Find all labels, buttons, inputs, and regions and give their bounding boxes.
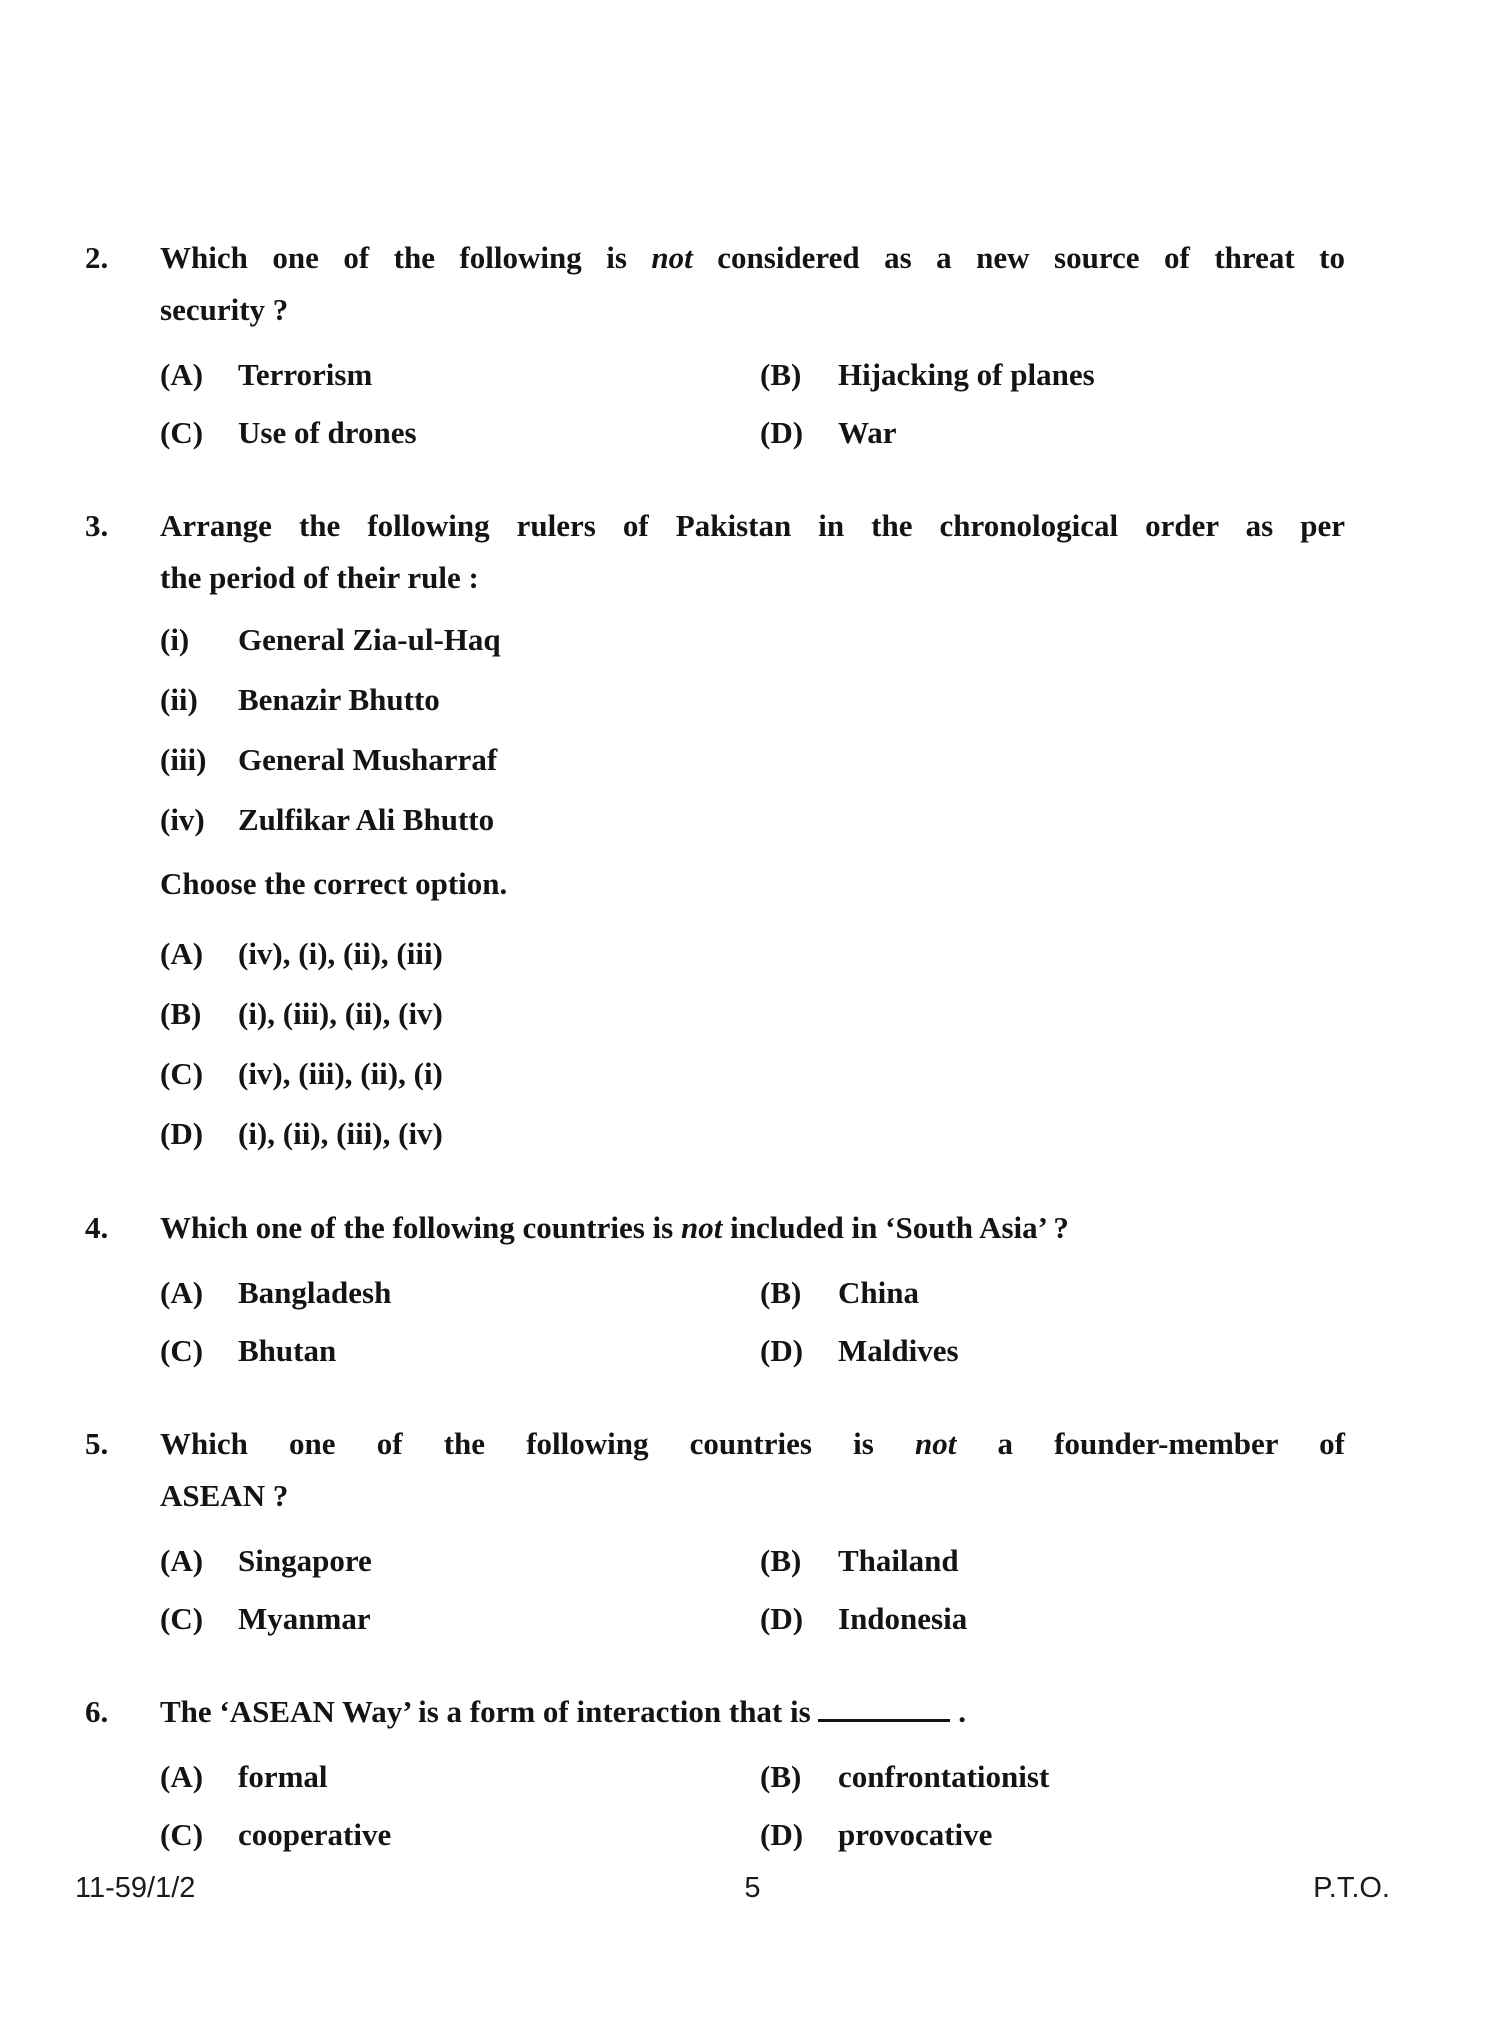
stem-text: a founder-member of xyxy=(956,1426,1345,1461)
option-label: (A) xyxy=(160,1759,204,1794)
question-6 xyxy=(85,1686,1345,1864)
stem-text: . xyxy=(950,1694,966,1729)
option-label: (B) xyxy=(760,1543,802,1578)
list-item xyxy=(160,730,1345,790)
question-number: 3. xyxy=(85,508,109,543)
option-text: cooperative xyxy=(238,1817,392,1852)
option-text: War xyxy=(838,415,897,450)
option-c xyxy=(160,1590,760,1648)
question-5 xyxy=(85,1418,1345,1648)
option-text: Use of drones xyxy=(238,415,417,450)
item-label: (i) xyxy=(160,622,190,657)
option-text: formal xyxy=(238,1759,328,1794)
option-c xyxy=(160,1044,1345,1104)
option-label: (A) xyxy=(160,1275,204,1310)
option-text: provocative xyxy=(838,1817,993,1852)
option-label: (D) xyxy=(160,1116,204,1151)
option-d xyxy=(760,1322,1345,1380)
option-c xyxy=(160,1322,760,1380)
question-stem xyxy=(160,1418,1345,1522)
page-footer xyxy=(0,1872,1505,1916)
option-a xyxy=(160,1264,760,1322)
stem-text: The ‘ASEAN Way’ is a form of interaction that is xyxy=(160,1694,819,1729)
option-a xyxy=(160,1532,760,1590)
option-text: Terrorism xyxy=(238,357,373,392)
stem-text: security ? xyxy=(160,292,289,327)
option-b xyxy=(160,984,1345,1044)
question-stem xyxy=(160,500,1345,604)
option-label: (D) xyxy=(760,1333,804,1368)
emphasis-text: not xyxy=(914,1426,957,1461)
stem-line xyxy=(160,1202,1345,1254)
option-text: (i), (ii), (iii), (iv) xyxy=(238,1116,443,1151)
item-label: (ii) xyxy=(160,682,198,717)
question-head xyxy=(85,1686,1345,1738)
stem-line xyxy=(160,232,1345,284)
question-2 xyxy=(85,232,1345,462)
item-label: (iii) xyxy=(160,742,207,777)
question-stem xyxy=(160,232,1345,336)
option-a xyxy=(160,924,1345,984)
page-number: 5 xyxy=(744,1872,761,1904)
stem-line xyxy=(160,284,1345,336)
question-3 xyxy=(85,500,1345,1164)
option-d xyxy=(760,1806,1345,1864)
option-label: (C) xyxy=(160,415,204,450)
sub-item-list xyxy=(160,610,1345,850)
stem-text: Arrange the following rulers of Pakistan in the chronological order as per xyxy=(160,508,1345,543)
fill-in-blank xyxy=(818,1688,950,1722)
emphasis-text: not xyxy=(680,1210,723,1245)
option-d xyxy=(760,404,1345,462)
question-head xyxy=(85,1418,1345,1522)
stem-line xyxy=(160,552,1345,604)
option-label: (B) xyxy=(160,996,202,1031)
option-text: China xyxy=(838,1275,919,1310)
option-c xyxy=(160,1806,760,1864)
option-text: Maldives xyxy=(838,1333,959,1368)
option-label: (A) xyxy=(160,936,204,971)
option-d xyxy=(160,1104,1345,1164)
option-text: Bhutan xyxy=(238,1333,337,1368)
paper-code: 11-59/1/2 xyxy=(75,1872,196,1904)
option-label: (A) xyxy=(160,357,204,392)
stem-line xyxy=(160,1418,1345,1470)
option-a xyxy=(160,346,760,404)
stem-text: the period of their rule : xyxy=(160,560,479,595)
list-item xyxy=(160,790,1345,850)
item-text: General Zia-ul-Haq xyxy=(238,622,501,657)
question-head xyxy=(85,500,1345,604)
option-a xyxy=(160,1748,760,1806)
option-label: (B) xyxy=(760,1759,802,1794)
option-c xyxy=(160,404,760,462)
option-text: Myanmar xyxy=(238,1601,371,1636)
question-stem xyxy=(160,1686,1345,1738)
instruction-note: Choose the correct option. xyxy=(160,866,508,901)
option-label: (A) xyxy=(160,1543,204,1578)
option-text: Singapore xyxy=(238,1543,372,1578)
item-text: General Musharraf xyxy=(238,742,498,777)
options-grid xyxy=(160,1532,1345,1648)
stem-text: Which one of the following countries is xyxy=(160,1210,681,1245)
stem-line xyxy=(160,1686,1345,1738)
option-label: (C) xyxy=(160,1333,204,1368)
option-label: (B) xyxy=(760,357,802,392)
question-number: 2. xyxy=(85,240,109,275)
list-item xyxy=(160,610,1345,670)
stem-text: Which one of the following is xyxy=(160,240,652,275)
list-item xyxy=(160,670,1345,730)
item-label: (iv) xyxy=(160,802,205,837)
option-text: Bangladesh xyxy=(238,1275,392,1310)
stem-line xyxy=(160,500,1345,552)
question-number: 5. xyxy=(85,1426,109,1461)
option-text: Indonesia xyxy=(838,1601,968,1636)
emphasis-text: not xyxy=(651,240,693,275)
option-label: (C) xyxy=(160,1817,204,1852)
stem-text: Which one of the following countries is xyxy=(160,1426,915,1461)
question-4 xyxy=(85,1202,1345,1380)
option-label: (D) xyxy=(760,415,804,450)
options-grid xyxy=(160,924,1345,1164)
option-label: (D) xyxy=(760,1601,804,1636)
option-text: (iv), (i), (ii), (iii) xyxy=(238,936,443,971)
option-b xyxy=(760,1264,1345,1322)
stem-text: included in ‘South Asia’ ? xyxy=(722,1210,1069,1245)
question-number: 4. xyxy=(85,1210,109,1245)
option-b xyxy=(760,1748,1345,1806)
question-head xyxy=(85,1202,1345,1254)
option-text: (iv), (iii), (ii), (i) xyxy=(238,1056,443,1091)
questions-area xyxy=(85,232,1345,1864)
options-grid xyxy=(160,1264,1345,1380)
stem-line xyxy=(160,1470,1345,1522)
option-text: confrontationist xyxy=(838,1759,1050,1794)
item-text: Zulfikar Ali Bhutto xyxy=(238,802,495,837)
option-label: (C) xyxy=(160,1056,204,1091)
option-d xyxy=(760,1590,1345,1648)
option-b xyxy=(760,1532,1345,1590)
option-label: (C) xyxy=(160,1601,204,1636)
options-grid xyxy=(160,346,1345,462)
option-text: (i), (iii), (ii), (iv) xyxy=(238,996,443,1031)
pto-label: P.T.O. xyxy=(1313,1872,1390,1904)
question-number: 6. xyxy=(85,1694,109,1729)
question-stem xyxy=(160,1202,1345,1254)
question-head xyxy=(85,232,1345,336)
stem-text: considered as a new source of threat to xyxy=(692,240,1346,275)
option-text: Hijacking of planes xyxy=(838,357,1095,392)
option-label: (D) xyxy=(760,1817,804,1852)
item-text: Benazir Bhutto xyxy=(238,682,440,717)
stem-text: ASEAN ? xyxy=(160,1478,289,1513)
option-text: Thailand xyxy=(838,1543,959,1578)
option-b xyxy=(760,346,1345,404)
option-label: (B) xyxy=(760,1275,802,1310)
options-grid xyxy=(160,1748,1345,1864)
